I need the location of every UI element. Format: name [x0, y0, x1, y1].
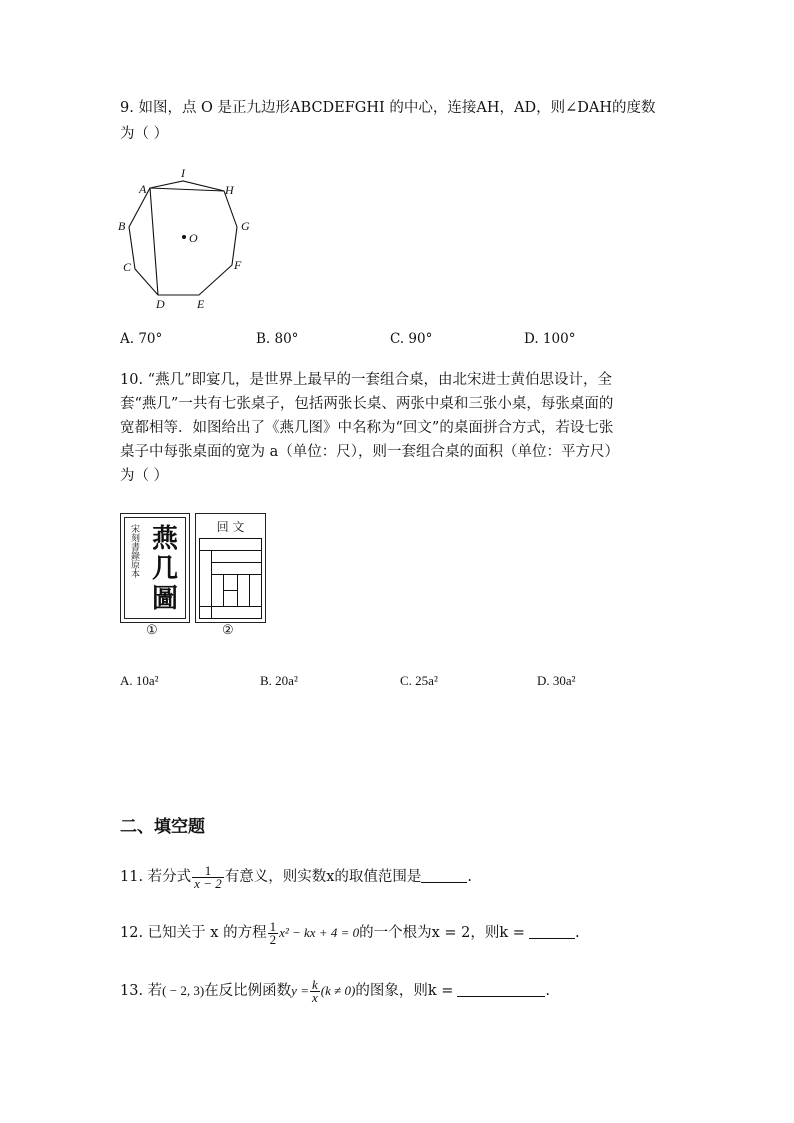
q12-fraction: [268, 918, 279, 947]
q12-line: [120, 920, 580, 946]
q11-frac-den: x − 2: [194, 875, 222, 891]
yanji-book-cover-figure: [120, 513, 190, 623]
q12-middle: 的一个根为x = 2，则k =: [359, 925, 525, 941]
center-point-o: [182, 235, 186, 239]
q12-frac-num: 1: [269, 918, 277, 934]
q10-option-b[interactable]: B. 20a²: [260, 673, 298, 688]
q13-fraction: [310, 976, 320, 1005]
q13-prefix: 13. 若: [120, 983, 163, 999]
q11-line: [120, 864, 472, 890]
q10-stem-line3: 宽都相等．如图给出了《燕几图》中名称为“回文”的桌面拼合方式，若设七张: [120, 420, 614, 436]
q9-stem-line1: 9. 如图，点 O 是正九边形ABCDEFGHI 的中心，连接AH，AD，则∠DAH的度数: [120, 100, 656, 116]
q9-option-c[interactable]: C. 90°: [390, 331, 433, 347]
q13-condition: (k ≠ 0): [320, 983, 356, 998]
q12-frac-den: 2: [269, 931, 277, 947]
label-e: E: [197, 297, 205, 310]
q10-option-c[interactable]: C. 25a²: [400, 673, 438, 688]
book-title-char-3: 圖: [151, 584, 178, 614]
huiwen-tables-diagram: [196, 514, 265, 622]
label-o: O: [189, 231, 198, 245]
label-d: D: [156, 297, 165, 310]
label-f: F: [234, 258, 242, 272]
q10-stem-line2: 套“燕几”一共有七张桌子，包括两张长桌、两张中桌和三张小桌，每张桌面的: [120, 396, 614, 412]
q11-end: .: [467, 869, 473, 885]
fig1-caption: ①: [146, 623, 158, 638]
q9-option-d[interactable]: D. 100°: [524, 331, 576, 347]
q10-stem-line4: 桌子中每张桌面的宽为 a（单位：尺），则一套组合桌的面积（单位：平方尺）: [120, 444, 620, 460]
nonagon-figure: [115, 160, 265, 310]
book-title: [148, 524, 182, 614]
q11-prefix: 11. 若分式: [120, 869, 192, 885]
q12-prefix: 12. 已知关于 x 的方程: [120, 925, 267, 941]
q9-stem-line2: 为（ ）: [120, 126, 169, 142]
q10-option-d[interactable]: D. 30a²: [537, 673, 576, 688]
label-g: G: [241, 219, 250, 233]
q13-frac-num: k: [311, 976, 318, 992]
q13-end: .: [545, 983, 550, 999]
q12-answer-blank[interactable]: [529, 924, 575, 939]
q13-answer-blank[interactable]: [457, 982, 545, 997]
fig2-caption: ②: [222, 623, 234, 638]
book-title-char-1: 燕: [151, 524, 178, 554]
huiwen-title: 回 文: [216, 520, 245, 534]
book-small-text: 宋刻書錄原本: [129, 524, 139, 578]
q13-line: [120, 978, 550, 1004]
q9-option-a[interactable]: A. 70°: [120, 331, 163, 347]
q13-function-lhs: y =: [291, 983, 309, 998]
label-b: B: [118, 219, 126, 233]
q11-middle: 有意义，则实数x的取值范围是: [224, 869, 422, 885]
q13-middle: 在反比例函数: [204, 983, 292, 999]
section-title-fill-in: 二、填空题: [120, 817, 205, 837]
label-c: C: [123, 260, 132, 274]
q13-point: ( − 2, 3): [162, 983, 205, 998]
segment-ad: [150, 188, 158, 295]
q11-frac-num: 1: [192, 865, 224, 878]
q12-equation: x² − kx + 4 = 0: [279, 925, 360, 940]
q13-tail: 的图象，则k =: [355, 983, 454, 999]
q9-option-b[interactable]: B. 80°: [256, 331, 299, 347]
q12-end: .: [574, 925, 580, 941]
label-a: A: [139, 182, 147, 196]
q10-stem-line1: 10. “燕几”即宴几，是世界上最早的一套组合桌，由北宋进士黄伯思设计，全: [120, 372, 612, 388]
q10-option-a[interactable]: A. 10a²: [120, 673, 159, 688]
book-title-char-2: 几: [151, 554, 178, 584]
q10-stem-line5: 为（ ）: [120, 468, 169, 484]
huiwen-layout-figure: [195, 513, 266, 623]
label-i: I: [181, 166, 185, 180]
q11-fraction: [192, 862, 224, 891]
label-h: H: [225, 183, 234, 197]
q11-answer-blank[interactable]: [421, 868, 467, 883]
q13-frac-den: x: [311, 989, 318, 1005]
